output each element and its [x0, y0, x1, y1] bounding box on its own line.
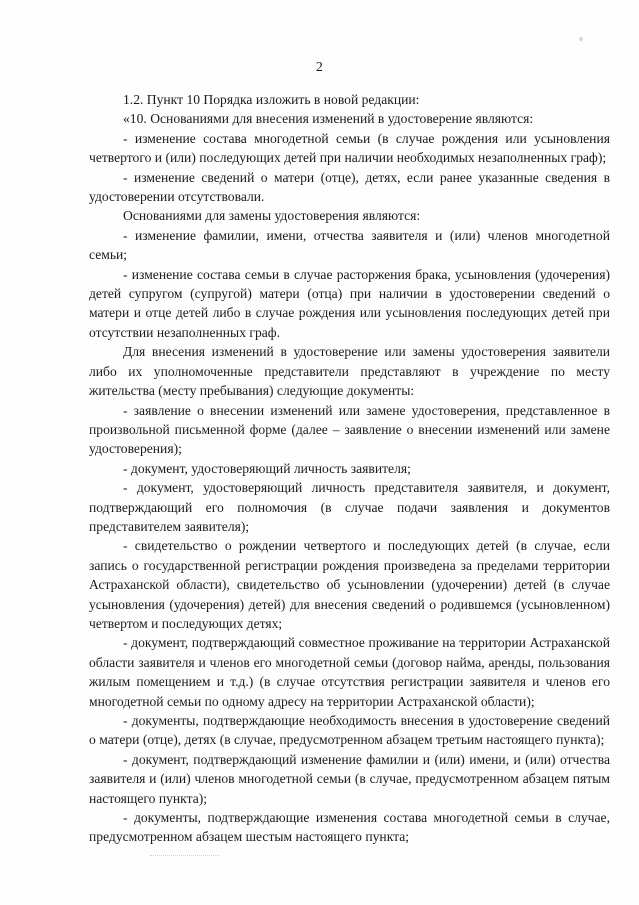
paragraph-name-change-document: - документ, подтверждающий изменение фамилии и (или) имени, и (или) отчества заявителя и (или) членов многодетной семьи (в случае, предусмотренном абзацем пятым настоящего пункта); — [89, 751, 610, 806]
paragraph-change-name: - изменение фамилии, имени, отчества заявителя и (или) членов многодетной семьи; — [89, 227, 610, 263]
scan-artifact — [150, 855, 220, 858]
paragraph-change-family-composition: - изменение состава многодетной семьи (в случае рождения или усыновления четвертого и (или) последующих детей при наличии необходимых незаполненных граф); — [89, 130, 610, 166]
paragraph-birth-certificate: - свидетельство о рождении четвертого и последующих детей (в случае, если запись о государственной регистрации рождения произведена за пределами территории Астраханской области), свидетельство об усыновлении (удочерении) детей (в случае усыновления (удочерения) детей) для внесения сведений о родившемся (усыновленном) четвертом и последующих детях; — [89, 538, 610, 631]
paragraph-replacement-grounds: Основаниями для замены удостоверения являются: — [123, 208, 421, 224]
paragraph-item-10-heading: «10. Основаниями для внесения изменений в удостоверение являются: — [123, 111, 534, 127]
paragraph-documents-intro: Для внесения изменений в удостоверение или замены удостоверения заявители либо их уполномоченные представители представляют в учреждение по месту жительства (месту пребывания) следующие документы: — [89, 344, 610, 399]
paragraph-family-change-documents: - документы, подтверждающие изменения состава многодетной семьи в случае, предусмотренном абзацем шестым настоящего пункта; — [89, 810, 610, 845]
page-number: 2 — [315, 60, 324, 75]
paragraph-change-family-divorce: - изменение состава семьи в случае расторжения брака, усыновления (удочерения) детей супругом (супругой) матери (отца) при наличии в удостоверении сведений о матери и отце детей либо в случае рождения или усыновления последующих детей при отсутствии незаполненных граф. — [89, 266, 610, 340]
document-body — [89, 90, 610, 847]
paragraph-cohabitation-document: - документ, подтверждающий совместное проживание на территории Астраханской области заявителя и членов его многодетной семьи (договор найма, аренды, пользования жилым помещением и т.д.) (в случае отсутствия регистрации заявителя и членов его многодетной семьи по одному адресу на территории Астраханской области); — [89, 635, 610, 709]
paragraph-change-parent-info: - изменение сведений о матери (отце), детях, если ранее указанные сведения в удостоверении отсутствовали. — [89, 169, 610, 205]
paragraph-representative-document: - документ, удостоверяющий личность представителя заявителя, и документ, подтверждающий его полномочия (в случае подачи заявления и документов представителем заявителя); — [89, 480, 610, 534]
paragraph-item-1-2-heading: 1.2. Пункт 10 Порядка изложить в новой редакции: — [123, 92, 420, 107]
paragraph-parent-info-documents: - документы, подтверждающие необходимость внесения в удостоверение сведений о матери (отце), детях (в случае, предусмотренном абзацем третьим настоящего пункта); — [89, 713, 610, 748]
scan-speck — [579, 37, 583, 41]
paragraph-identity-document: - документ, удостоверяющий личность заявителя; — [123, 460, 411, 476]
paragraph-application: - заявление о внесении изменений или замене удостоверения, представленное в произвольной письменной форме (далее – заявление о внесении изменений или замене удостоверения); — [89, 402, 610, 457]
